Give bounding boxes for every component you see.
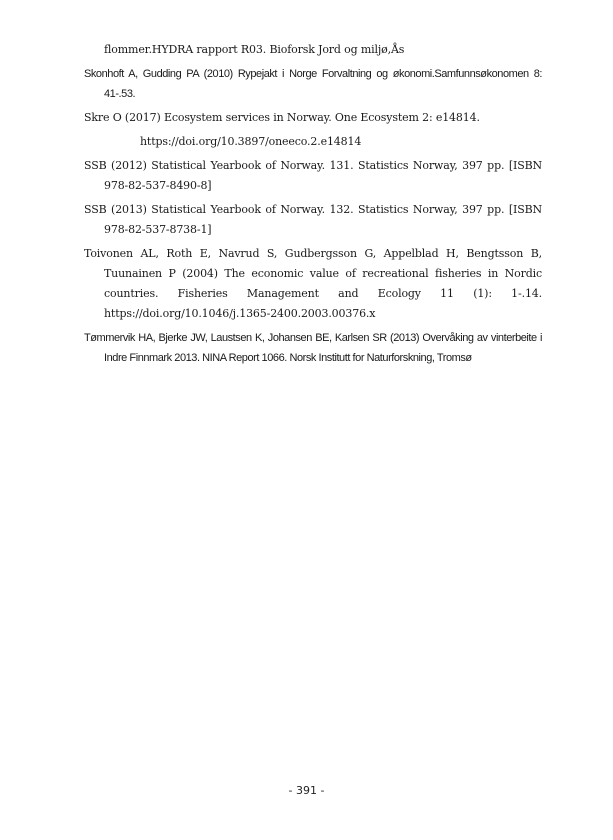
reference-entry-tommervik (84, 328, 542, 368)
reference-entry-ssb-2013 (84, 200, 542, 240)
reference-text: Tømmervik HA, Bjerke JW, Laustsen K, Johansen BE, Karlsen SR (2013) Overvåking av vinterbeite i Indre Finnmark 2013. NINA Report 1066. Norsk Institutt for Naturforskning, Tromsø (84, 332, 542, 364)
reference-text: flommer.HYDRA rapport R03. Bioforsk Jord og miljø,Ås (104, 43, 405, 56)
reference-entry-ssb-2012 (84, 156, 542, 196)
reference-entry-skre (84, 108, 542, 152)
reference-text: SSB (2012) Statistical Yearbook of Norway. 131. Statistics Norway, 397 pp. [ISBN 978-82-537-8490-8] (84, 159, 542, 192)
reference-text: Skonhoft A, Gudding PA (2010) Rypejakt i Norge Forvaltning og økonomi.Samfunnsøkonomen 8: 41-.53. (84, 68, 542, 100)
reference-text: Skre O (2017) Ecosystem services in Norway. One Ecosystem 2: e14814. (84, 111, 480, 124)
page-number: - 391 - (288, 784, 325, 797)
reference-list (84, 40, 542, 372)
reference-doi-link[interactable]: https://doi.org/10.3897/oneeco.2.e14814 (140, 135, 362, 148)
reference-entry-toivonen (84, 244, 542, 324)
reference-entry-skonhoft (84, 64, 542, 104)
reference-text: Toivonen AL, Roth E, Navrud S, Gudbergsson G, Appelblad H, Bengtsson B, Tuunainen P (2004) The economic value of recreational fisheries in Nordic countries. Fisheries Management and Ecology 11 (1): 1-.14. https://doi.org/10.1046/j.1365-2400.2003.00376.x (84, 247, 542, 320)
reference-entry-flommer (84, 40, 542, 60)
reference-text: SSB (2013) Statistical Yearbook of Norway. 132. Statistics Norway, 397 pp. [ISBN 978-82-537-8738-1] (84, 203, 542, 236)
